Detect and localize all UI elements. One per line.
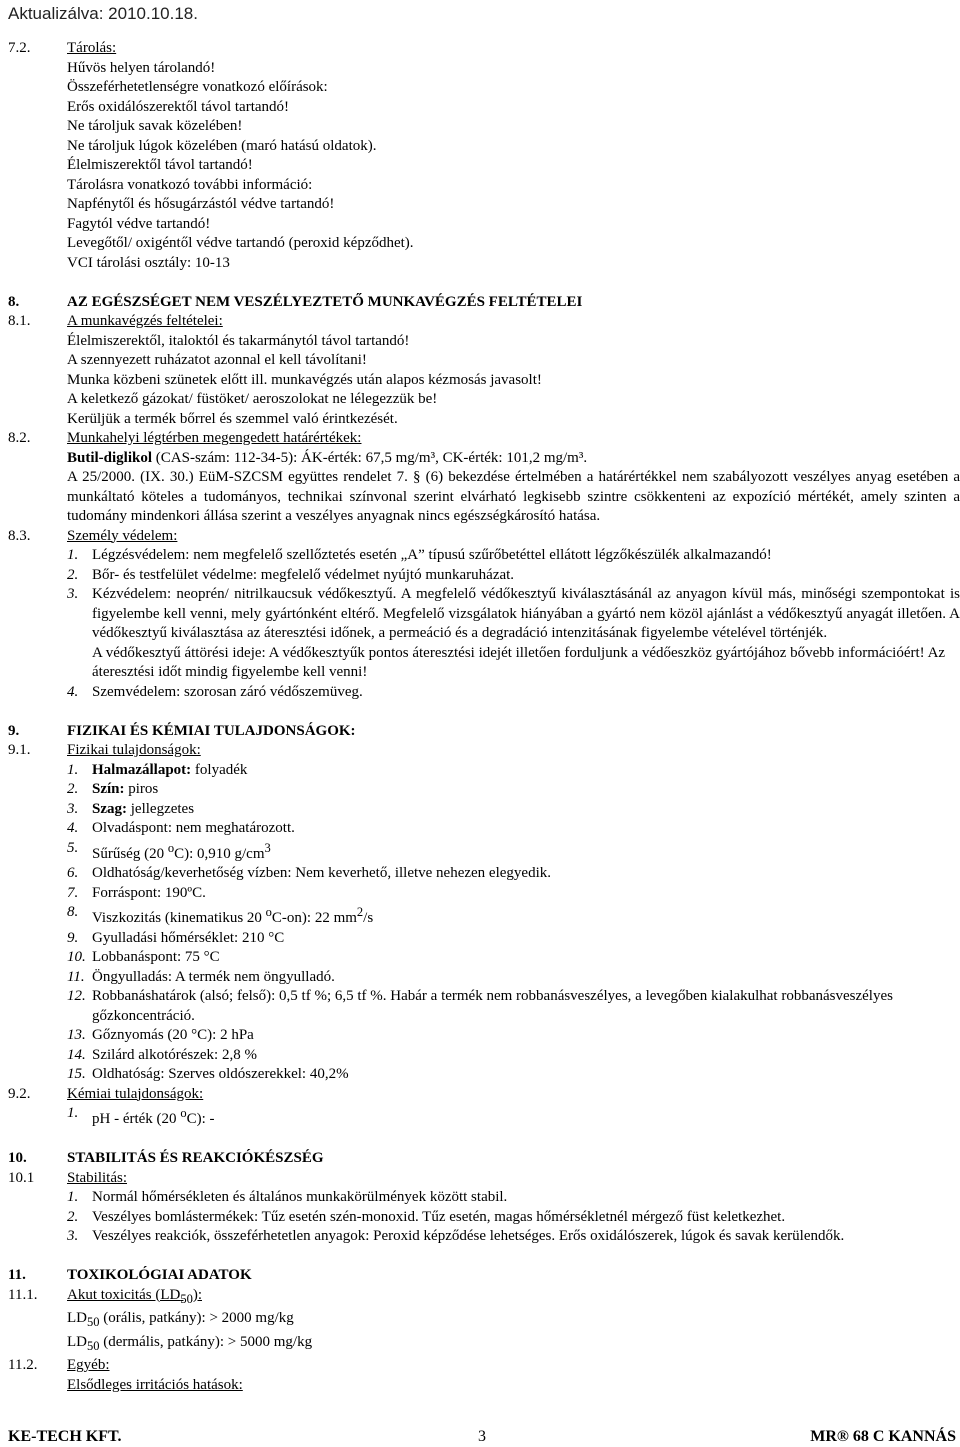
list-item: 3. Kézvédelem: neoprén/ nitrilkaucsuk védőkesztyű. A megfelelő védőkesztyű kiválasztásánál az anyagon kívül más, minőségi szempontokat is figyelembe kell venni, mely gyártónként eltérő. Megfelelő vizsgálatok hiányában a gyártó nem közöl ajánlást a védőkesztyű anyagát illetően. A védőkesztyű kiválasztása az áteresztési időnek, a permeáció és a degradáció intenzitásának figyelembe vételével történjék. — [67, 586, 960, 641]
list-item: 8. Viszkozitás (kinematikus 20 $^o$C-on): 22 $mm^2/s$ — [67, 904, 374, 926]
list-item: 4. Olvadáspont: nem meghatározott. — [67, 820, 295, 836]
list-item: 13. Gőznyomás (20 °C): 2 hPa — [67, 1027, 254, 1043]
section-title: FIZIKAI ÉS KÉMIAI TULAJDONSÁGOK: — [67, 722, 356, 739]
section-number: 9. — [8, 722, 20, 739]
list-item: 2. Bőr- és testfelület védelme: megfelelő védelmet nyújtó munkaruházat. — [67, 566, 515, 583]
section-11-heading — [8, 1266, 960, 1286]
list-item: 14. Szilárd alkotórészek: 2,8 % — [67, 1046, 257, 1063]
list-item: 3. Szag: jellegzetes — [67, 800, 195, 817]
page-footer — [8, 1427, 956, 1447]
text-line: Ne tároljuk lúgok közelében (maró hatású oldatok). — [67, 137, 377, 154]
section-11-1-heading — [8, 1286, 960, 1310]
list-item: 15. Oldhatóság: Szerves oldószerekkel: 40,2% — [67, 1066, 349, 1082]
section-8-2-heading — [8, 429, 960, 449]
section-title: Személy védelem: — [67, 527, 178, 544]
substance-limits: (CAS-szám: 112-34-5): ÁK-érték: 67,5 mg/m³, CK-érték: 101,2 mg/m³. — [152, 449, 588, 466]
text-line: Élelmiszerektől távol tartandó! — [67, 157, 253, 173]
text-line: Levegőtől/ oxigéntől védve tartandó (peroxid képződhet). — [67, 235, 414, 251]
section-title: Egyéb: — [67, 1357, 110, 1373]
text-line: Munka közbeni szünetek előtt ill. munkavégzés után alapos kézmosás javasolt! — [67, 371, 542, 388]
text-line: Erős oxidálószerektől távol tartandó! — [67, 98, 290, 115]
text-line: Hűvös helyen tárolandó! — [67, 59, 216, 76]
list-item: 4. Szemvédelem: szorosan záró védőszemüveg. — [67, 683, 363, 700]
list-item: 3. Veszélyes reakciók, összeférhetetlen anyagok: Peroxid képződése lehetséges. Erős oxidálószerek, lúgok és savak kerülendők. — [67, 1228, 845, 1244]
list-item: 2. Szín: piros — [67, 781, 159, 797]
list-item: 1. Légzésvédelem: nem megfelelő szellőztetés esetén „A” típusú szűrőbetéttel ellátott légzőkészülék alkalmazandó! — [67, 547, 772, 563]
list-item: 7. Forráspont: 190ºC. — [67, 884, 206, 901]
section-9-heading — [8, 722, 960, 742]
ld50-dermal: $LD_{50}$ (dermális, patkány): > 5000 mg/kg — [67, 1333, 313, 1353]
list-item: 11. Öngyulladás: A termék nem öngyulladó. — [67, 968, 335, 985]
list-item: 1. Halmazállapot: folyadék — [67, 761, 248, 778]
update-date-header: Aktualizálva: 2010.10.18. — [8, 4, 198, 23]
section-number: 11.1. — [8, 1286, 38, 1303]
text-line: Ne tároljuk savak közelében! — [67, 118, 243, 134]
section-number: 8. — [8, 293, 20, 310]
subsection-title: Elsődleges irritációs hatások: — [67, 1376, 243, 1393]
list-item: 12. Robbanáshatárok (alsó; felső): 0,5 tf %; 6,5 tf %. Habár a termék nem robbanásveszélyes, a levegőben kialakulhat robbanásveszélyes gőzkoncentráció. — [67, 988, 893, 1024]
section-title: Fizikai tulajdonságok: — [67, 742, 201, 758]
list-item: 10. Lobbanáspont: 75 °C — [67, 949, 220, 965]
list-item: 5. Sűrűség (20 $^o$C): 0,910 $g/cm^3$ — [67, 839, 271, 862]
text-line: Tárolásra vonatkozó további információ: — [67, 176, 313, 193]
substance-name: Butil-diglikol — [67, 449, 153, 466]
section-8-3-heading — [8, 527, 960, 547]
section-title: Kémiai tulajdonságok: — [67, 1085, 204, 1102]
section-title: Stabilitás: — [67, 1169, 127, 1186]
text-line: Fagytól védve tartandó! — [67, 215, 211, 232]
list-item: 2. Veszélyes bomlástermékek: Tűz esetén szén-monoxid. Tűz esetén, magas hőmérsékletnél mérgező füst keletkezhet. — [67, 1208, 786, 1225]
section-9-2-heading — [8, 1085, 960, 1105]
section-title: A munkavégzés feltételei: — [67, 313, 223, 329]
section-number: 9.2. — [8, 1085, 31, 1102]
text-line: VCI tárolási osztály: 10-13 — [67, 254, 230, 271]
text-line: A szennyezett ruházatot azonnal el kell távolítani! — [67, 352, 367, 368]
section-8-1-heading — [8, 312, 960, 332]
page-number: 3 — [478, 1428, 486, 1445]
section-9-1-heading — [8, 741, 960, 761]
section-number: 11. — [8, 1267, 26, 1283]
ld50-oral: $LD_{50}$ (orális, patkány): > 2000 mg/kg — [67, 1310, 294, 1329]
section-number: 10.1 — [8, 1169, 35, 1186]
section-7-2-heading — [8, 39, 960, 59]
section-title: STABILITÁS ÉS REAKCIÓKÉSZSÉG — [67, 1150, 324, 1166]
product-name: MR® 68 C KANNÁS — [810, 1428, 956, 1445]
section-number: 10. — [8, 1150, 27, 1166]
section-title: Tárolás: — [67, 40, 117, 56]
text-line: Összeférhetetlenségre vonatkozó előírások: — [67, 79, 328, 95]
section-number: 11.2. — [8, 1357, 38, 1373]
section-title: Akut toxicitás $(LD_{50})$: — [67, 1286, 202, 1306]
section-title: TOXIKOLÓGIAI ADATOK — [67, 1267, 252, 1283]
list-item: A védőkesztyű áttörési ideje: A védőkesztyűk pontos áteresztési idejét illetően forduljunk a védőeszköz gyártójához bővebb információért! Az áteresztési időt mindig figyelembe kell venni! — [92, 644, 946, 680]
exposure-limit-line — [67, 449, 960, 469]
text-line: Élelmiszerektől, italoktól és takarmánytól távol tartandó! — [67, 332, 410, 349]
section-10-heading — [8, 1149, 960, 1169]
section-title: AZ EGÉSZSÉGET NEM VESZÉLYEZTETŐ MUNKAVÉGZÉS FELTÉTELEI — [67, 293, 583, 310]
section-number: 9.1. — [8, 742, 31, 758]
section-number: 7.2. — [8, 40, 31, 56]
section-number: 8.2. — [8, 430, 31, 446]
company-name: KE-TECH KFT. — [8, 1428, 122, 1445]
text-line: Napfénytől és hősugárzástól védve tartandó! — [67, 196, 335, 212]
list-item: 9. Gyulladási hőmérséklet: 210 °C — [67, 929, 285, 946]
section-10-1-heading — [8, 1169, 960, 1189]
list-item: 1. pH - érték (20 $^o$C): - — [67, 1105, 215, 1127]
section-8-heading — [8, 293, 960, 313]
text-line: A keletkező gázokat/ füstöket/ aeroszolokat ne lélegezzük be! — [67, 391, 438, 407]
document-body — [8, 39, 960, 1395]
text-line: Kerüljük a termék bőrrel és szemmel való érintkezését. — [67, 410, 398, 427]
list-item: 1. Normál hőmérsékleten és általános munkakörülmények között stabil. — [67, 1189, 508, 1205]
regulation-paragraph: A 25/2000. (IX. 30.) EüM-SZCSM együttes rendelet 7. § (6) bekezdése értelmében a határértékkel nem szabályozott veszélyes anyag esetében a munkáltató köteles a tudományos, technikai színvonal szerint elvárható legkisebb szintre csökkenteni az expozíció mértékét, amely szinten a tudomány mindenkori állása szerint a veszélyes anyagnak nincs egészségkárosító hatása. — [67, 469, 960, 524]
section-11-2-heading — [8, 1356, 960, 1376]
section-number: 8.1. — [8, 313, 31, 329]
list-item: 6. Oldhatóság/keverhetőség vízben: Nem keverhető, illetve nehezen elegyedik. — [67, 865, 551, 881]
section-title: Munkahelyi légtérben megengedett határértékek: — [67, 430, 362, 446]
section-number: 8.3. — [8, 527, 31, 544]
